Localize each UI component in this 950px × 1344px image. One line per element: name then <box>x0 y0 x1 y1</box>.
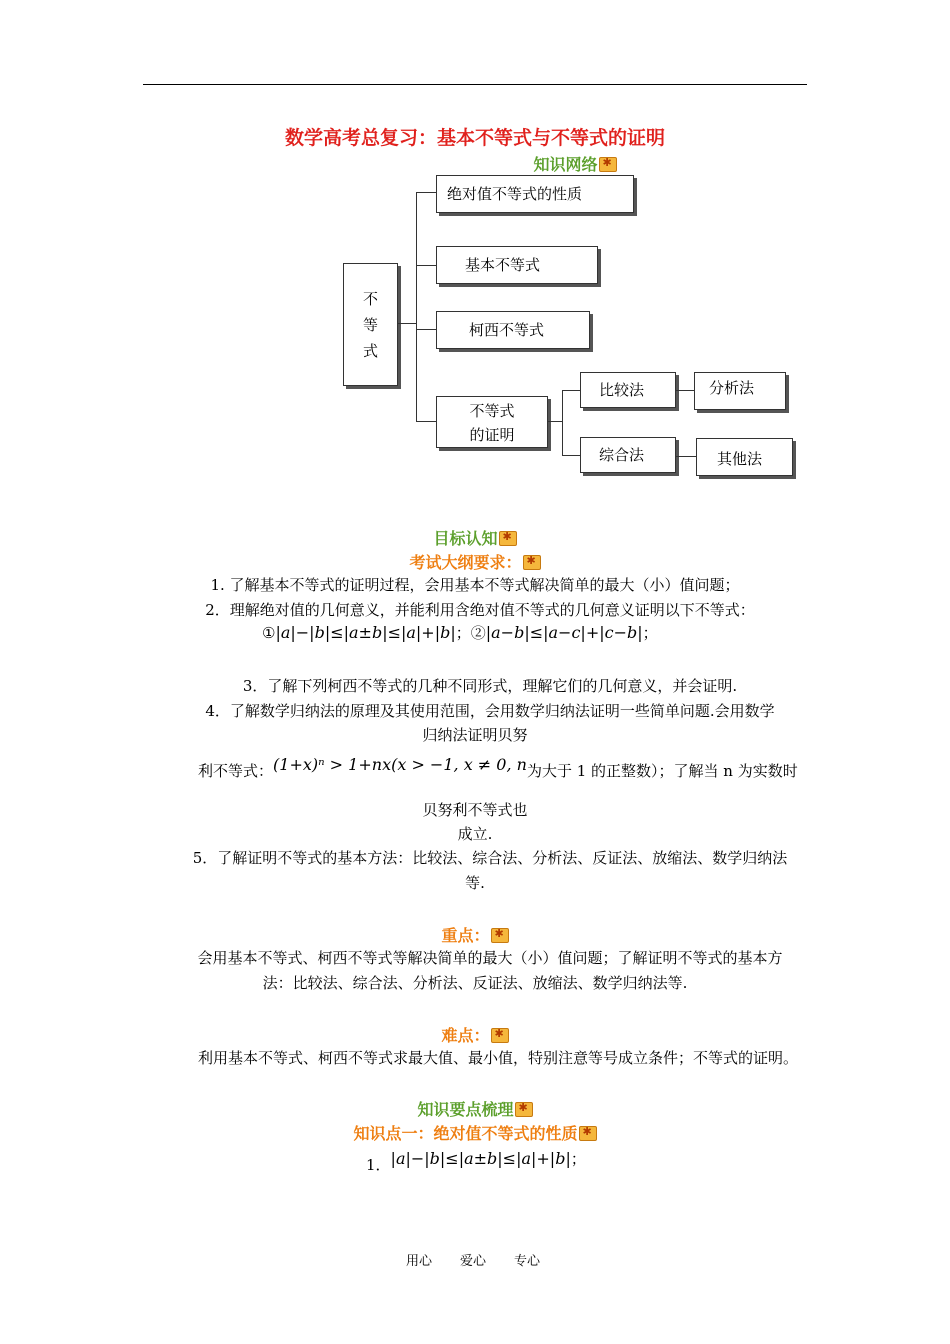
footer-word: 用心 <box>406 1254 433 1269</box>
diagram-branch-abs: 绝对值不等式的性质 <box>436 175 634 213</box>
diagram-connector <box>416 421 436 422</box>
folder-star-icon <box>491 1028 509 1043</box>
folder-star-icon <box>599 157 617 172</box>
footer-word: 爱心 <box>460 1254 487 1269</box>
diagram-method-compare: 比较法 <box>580 372 676 408</box>
diagram-connector <box>416 192 417 422</box>
diagram-connector <box>416 192 436 193</box>
diagram-branch-proof-line: 的证明 <box>469 426 515 444</box>
diagram-connector <box>416 329 436 330</box>
section-point1 <box>0 1121 950 1144</box>
diagram-connector <box>416 265 436 266</box>
diagram-method-analysis: 分析法 <box>694 372 786 410</box>
diagram-branch-proof-line: 不等式 <box>469 402 515 420</box>
folder-star-icon <box>579 1126 597 1141</box>
diagram-root <box>343 263 398 386</box>
folder-star-icon <box>515 1102 533 1117</box>
section-goals <box>0 526 950 549</box>
diagram-method-other: 其他法 <box>696 438 793 476</box>
folder-star-icon <box>523 555 541 570</box>
req-2-formula-1: |a|−|b|≤|a±b|≤|a|+|b| <box>275 623 456 642</box>
key-line-1: 会用基本不等式、柯西不等式等解决简单的最大（小）值问题；了解证明不等式的基本方 <box>197 949 783 967</box>
req-4-bernoulli-formula: (1+x)ⁿ > 1+nx(x > −1, x ≠ 0, n <box>273 755 527 774</box>
folder-star-icon <box>499 531 517 546</box>
diagram-connector <box>562 390 563 456</box>
diagram-connector <box>676 456 696 457</box>
section-points <box>0 1097 950 1120</box>
diagram-root-char: 式 <box>362 342 378 360</box>
point1-item-1 <box>366 1148 586 1174</box>
section-exam-req-label: 考试大纲要求： <box>409 553 522 572</box>
req-4-prefix: 利不等式： <box>198 762 274 780</box>
section-key <box>0 923 950 946</box>
req-2-formulas <box>262 622 658 644</box>
req-2-formula-2: |a−b|≤|a−c|+|c−b| <box>485 623 643 642</box>
section-goals-label: 目标认知 <box>433 529 498 548</box>
req-2-circle-1: ① <box>262 624 276 642</box>
req-4-line-2: 归纳法证明贝努 <box>422 726 528 744</box>
diagram-root-char: 等 <box>362 316 378 334</box>
section-difficult-label: 难点： <box>441 1026 490 1045</box>
section-difficult <box>0 1023 950 1046</box>
req-4-suffix: 为大于 1 的正整数）；了解当 n 为实数时 <box>526 762 798 780</box>
section-points-label: 知识要点梳理 <box>417 1100 514 1119</box>
req-3: 3．了解下列柯西不等式的几种不同形式，理解它们的几何意义，并会证明. <box>242 677 738 695</box>
req-2-sep: ；② <box>455 624 486 642</box>
section-exam-req <box>0 550 950 573</box>
point1-item-num: 1． <box>366 1156 391 1174</box>
point1-end: ； <box>570 1150 586 1168</box>
req-2-end: ； <box>642 624 658 642</box>
req-4-line-5: 成立. <box>457 825 493 843</box>
req-5-line-2: 等. <box>465 874 485 892</box>
diagram-connector <box>562 455 580 456</box>
diagram-branch-cauchy: 柯西不等式 <box>436 311 590 349</box>
diagram-connector <box>562 390 580 391</box>
footer <box>406 1250 540 1269</box>
header-rule <box>143 84 807 85</box>
diagram-connector <box>548 421 562 422</box>
req-1: 1. 了解基本不等式的证明过程，会用基本不等式解决简单的最大（小）值问题； <box>210 576 740 594</box>
req-4-line-1: 4．了解数学归纳法的原理及其使用范围，会用数学归纳法证明一些简单问题.会用数学 <box>205 702 775 720</box>
point1-formula: |a|−|b|≤|a±b|≤|a|+|b| <box>390 1149 571 1168</box>
diagram-method-synthesis: 综合法 <box>580 437 676 473</box>
page-title: 数学高考总复习：基本不等式与不等式的证明 <box>284 127 665 149</box>
req-2: 2．理解绝对值的几何意义，并能利用含绝对值不等式的几何意义证明以下不等式： <box>205 601 755 619</box>
diagram-branch-proof <box>436 396 548 448</box>
req-5-line-1: 5．了解证明不等式的基本方法：比较法、综合法、分析法、反证法、放缩法、数学归纳法 <box>192 849 788 867</box>
section-network <box>0 152 950 175</box>
difficult-text: 利用基本不等式、柯西不等式求最大值、最小值，特别注意等号成立条件；不等式的证明。 <box>197 1049 798 1067</box>
folder-star-icon <box>491 928 509 943</box>
section-key-label: 重点： <box>441 926 490 945</box>
req-4-line-4: 贝努利不等式也 <box>422 801 528 819</box>
diagram-branch-basic: 基本不等式 <box>436 246 598 284</box>
footer-word: 专心 <box>514 1254 541 1269</box>
section-network-label: 知识网络 <box>533 155 598 174</box>
diagram-connector <box>398 323 416 324</box>
section-point1-label: 知识点一：绝对值不等式的性质 <box>353 1124 578 1143</box>
diagram-connector <box>676 390 694 391</box>
diagram-root-char: 不 <box>362 290 378 308</box>
key-line-2: 法：比较法、综合法、分析法、反证法、放缩法、数学归纳法等. <box>262 974 688 992</box>
req-4-line-3 <box>198 754 798 780</box>
